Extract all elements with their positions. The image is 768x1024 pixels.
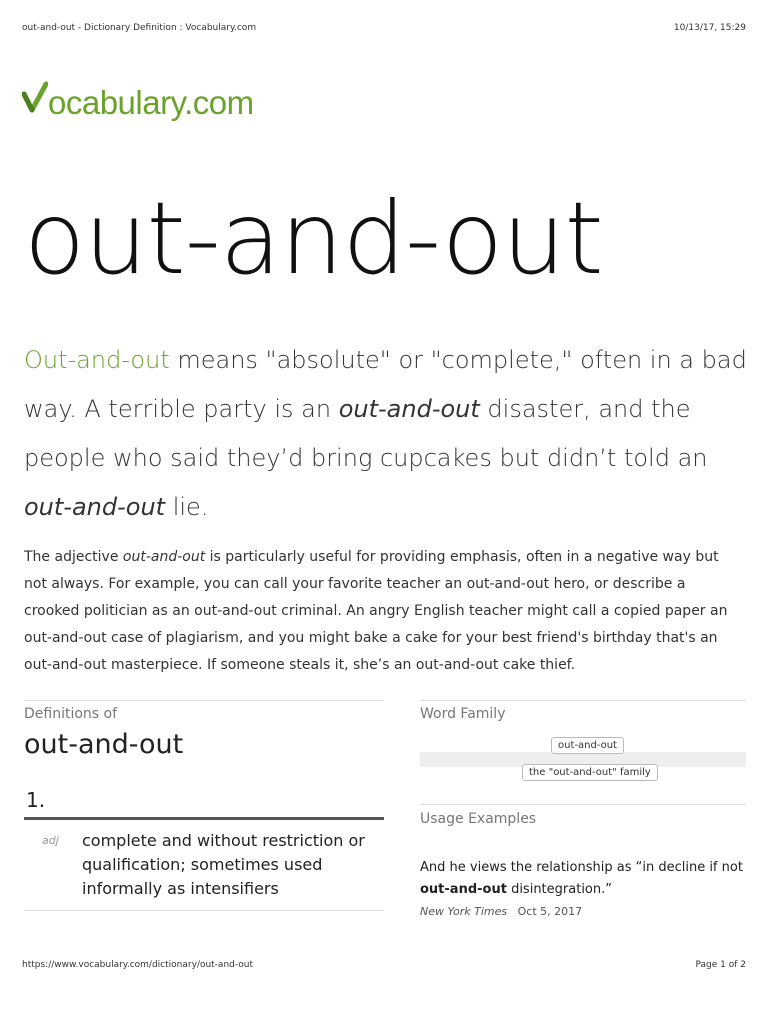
usage-source [420,905,582,918]
divider [24,700,384,701]
word-family-family-chip[interactable]: the "out-and-out" family [522,764,658,781]
print-footer-page: Page 1 of 2 [695,960,746,970]
word-family-word-chip[interactable]: out-and-out [551,737,624,754]
site-logo[interactable] [22,80,254,122]
logo-text: ocabulary.com [48,84,254,121]
usage-examples-label: Usage Examples [420,811,537,827]
logo-check-icon [22,80,48,122]
blurb-lead-word: Out-and-out [24,346,170,374]
word-family-label: Word Family [420,706,506,722]
usage-source-name[interactable]: New York Times [420,905,508,918]
sense-number: 1. [26,788,46,812]
print-footer-url: https://www.vocabulary.com/dictionary/out-and-out [22,960,254,970]
long-description: The adjective out-and-out is particularly useful for providing emphasis, often in a negative way but not always. For example, you can call your favorite teacher an out-and-out hero, or describe a crooked politician as an out-and-out criminal. An angry English teacher might call a copied paper an out-and-out case of plagiarism, and you might bake a cake for your best friend's birthday that's an out-and-out masterpiece. If someone steals it, she’s an out-and-out cake thief. [24,549,728,673]
definitions-label: Definitions of [24,706,118,722]
divider [24,910,384,911]
short-description: Out-and-out means "absolute" or "complete," often in a bad way. A terrible party is an out-and-out disaster, and the people who said they’d bring cupcakes but didn’t told an out-and-out lie. [24,346,747,521]
definition-text: complete and without restriction or qualification; sometimes used informally as intensifiers [82,831,365,898]
definitions-word: out-and-out [24,729,184,760]
usage-example-text: And he views the relationship as “in decline if not out-and-out disintegration.” [420,860,743,897]
page-title: out-and-out [24,180,603,297]
print-header-title: out-and-out - Dictionary Definition : Vocabulary.com [22,23,257,33]
part-of-speech: adj [42,834,59,847]
print-header-datetime: 10/13/17, 15:29 [673,23,746,33]
divider [420,700,746,701]
usage-source-date: Oct 5, 2017 [517,905,583,918]
sense-divider [24,817,384,820]
divider [420,804,746,805]
